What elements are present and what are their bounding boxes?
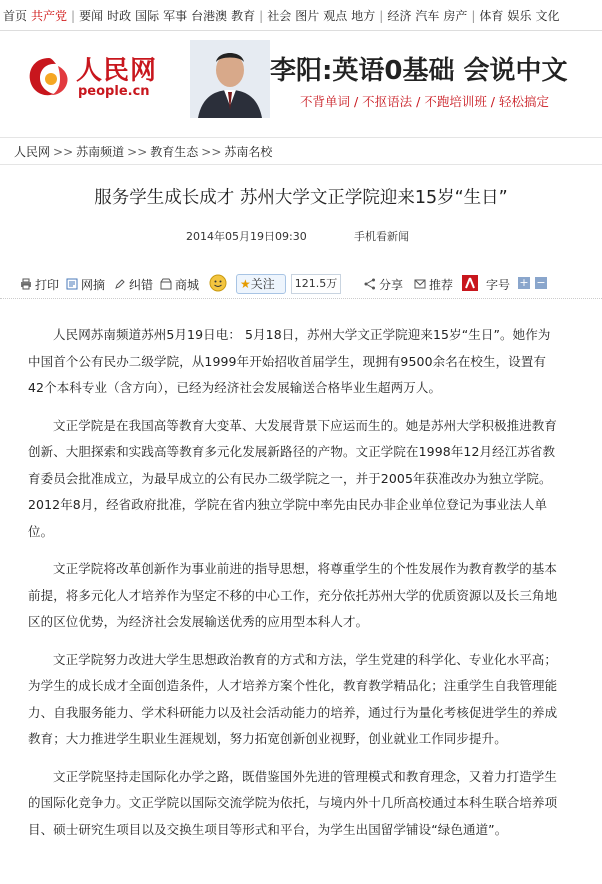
person-photo-icon [190, 40, 270, 118]
breadcrumb-link[interactable]: 人民网 [14, 145, 51, 159]
publish-datetime: 2014年05月19日09:30 [186, 230, 307, 243]
nav-item[interactable]: 文化 [535, 9, 560, 23]
nav-item[interactable]: 房产 [443, 9, 468, 23]
recommend-label: 推荐 [429, 278, 454, 292]
people-logo[interactable] [24, 52, 164, 102]
follow-count: 121.5万 [291, 274, 341, 294]
nav-item[interactable]: 经济 [387, 9, 412, 23]
nav-item[interactable]: 观点 [323, 9, 348, 23]
ad-banner[interactable] [190, 40, 602, 118]
printer-icon [20, 278, 32, 290]
font-size-label: 字号 [486, 278, 511, 292]
breadcrumb-separator: >> [127, 145, 148, 159]
nav-item[interactable]: 地方 [351, 9, 376, 23]
article-toolbar [0, 272, 602, 299]
nav-item[interactable]: 军事 [163, 9, 188, 23]
article-paragraph: 文正学院是在我国高等教育大变革、大发展背景下应运而生的。她是苏州大学积极推进教育创新、大胆探索和实践高等教育多元化发展新路径的产物。文正学院在1998年12月经江苏省教育委员会批准成立，为最早成立的公有民办二级学院之一，并于2005年获准改办为独立学院。2012年8月，经省政府批准，学院在省内独立学院中率先由民办非企业单位登记为事业法人单位。 [28, 417, 558, 539]
nav-item[interactable]: 时政 [107, 9, 132, 23]
netpick-button[interactable] [66, 276, 105, 293]
logo-emblem-icon [24, 54, 74, 100]
star-icon: ★ [240, 277, 251, 291]
nav-item[interactable]: 教育 [231, 9, 256, 23]
breadcrumb [0, 137, 602, 165]
edit-icon [114, 278, 126, 290]
share-icon [364, 278, 376, 290]
font-increase-button[interactable]: + [519, 276, 529, 289]
nav-item[interactable]: 汽车 [415, 9, 440, 23]
logo-text-en: people.cn [78, 84, 150, 99]
mall-label: 商城 [175, 278, 200, 292]
nav-separator: | [259, 9, 264, 23]
nav-item[interactable]: 国际 [135, 9, 160, 23]
recommend-button[interactable] [414, 276, 453, 293]
top-nav-list [3, 8, 563, 24]
correct-label: 纠错 [129, 278, 154, 292]
avatar-badge[interactable] [209, 274, 227, 295]
print-label: 打印 [35, 278, 60, 292]
logo-text-cn: 人民网 [76, 56, 158, 86]
nav-item[interactable]: 共产党 [31, 9, 68, 23]
mail-icon [414, 278, 426, 290]
nav-separator: | [379, 9, 384, 23]
nav-separator: | [71, 9, 76, 23]
article-body [28, 322, 562, 854]
top-nav [0, 0, 602, 31]
breadcrumb-separator: >> [53, 145, 74, 159]
netpick-label: 网摘 [81, 278, 106, 292]
ad-person-image [190, 40, 270, 118]
bookmark-icon [66, 278, 78, 290]
share-label: 分享 [379, 278, 404, 292]
breadcrumb-list [14, 143, 272, 160]
people-small-icon [462, 275, 478, 294]
nav-item[interactable]: 要闻 [79, 9, 104, 23]
breadcrumb-separator: >> [201, 145, 222, 159]
font-decrease-button[interactable]: − [536, 276, 546, 289]
follow-button[interactable] [236, 274, 286, 294]
ad-headline: 李阳:英语0基础 会说中文 [270, 56, 568, 86]
store-icon [160, 278, 172, 290]
print-button[interactable] [20, 276, 59, 293]
share-button[interactable] [364, 276, 403, 293]
breadcrumb-link[interactable]: 苏南名校 [224, 145, 273, 159]
article-paragraph: 文正学院坚持走国际化办学之路，既借鉴国外先进的管理模式和教育理念，又着力打造学生的国际化竞争力。文正学院以国际交流学院为依托，与境内外十几所高校通过本科生联合培养项目、硕士研究生项目以及交换生项目等形式和平台，为学生出国留学铺设“绿色通道”。 [28, 768, 558, 837]
smile-badge-icon [209, 274, 227, 292]
correct-button[interactable] [114, 276, 153, 293]
breadcrumb-link[interactable]: 苏南频道 [76, 145, 125, 159]
nav-item[interactable]: 图片 [295, 9, 320, 23]
breadcrumb-link[interactable]: 教育生态 [150, 145, 199, 159]
ad-tagline: 不背单词 / 不抠语法 / 不跑培训班 / 轻松搞定 [300, 94, 549, 109]
people-mark-icon [462, 275, 478, 291]
nav-item[interactable]: 台港澳 [191, 9, 228, 23]
article-title: 服务学生成长成才 苏州大学文正学院迎来15岁“生日” [94, 188, 508, 208]
nav-item[interactable]: 体育 [479, 9, 504, 23]
article-paragraph: 文正学院将改革创新作为事业前进的指导思想，将尊重学生的个性发展作为教育教学的基本前提，将多元化人才培养作为坚定不移的中心工作，充分依托苏州大学的优质资源以及长三角地区的区位优势，为经济社会发展输送优秀的应用型本科人才。 [28, 561, 558, 629]
article-paragraph: 人民网苏南频道苏州5月19日电： 5月18日，苏州大学文正学院迎来15岁“生日”。她作为中国首个公有民办二级学院，从1999年开始招收首届学生，现拥有9500余名在校生，设置有42个本科专业（含方向），已经为经济社会发展输送合格毕业生超两万人。 [28, 327, 551, 395]
article-paragraph: 文正学院努力改进大学生思想政治教育的方式和方法，学生党建的科学化、专业化水平高；为学生的成长成才全面创造条件，人才培养方案个性化，教育教学精品化；注重学生自我管理能力、自我服务能力、学术科研能力以及社会活动能力的培养，通过行为量化考核促进学生的养成教育；大力推进学生职业生涯规划，努力拓宽创新创业视野，创业就业工作同步提升。 [28, 651, 558, 746]
mobile-news-link[interactable]: 手机看新闻 [354, 230, 409, 243]
nav-item[interactable]: 娱乐 [507, 9, 532, 23]
mall-button[interactable] [160, 276, 199, 293]
follow-label: 关注 [250, 277, 275, 291]
nav-separator: | [471, 9, 476, 23]
nav-item[interactable]: 首页 [3, 9, 28, 23]
nav-item[interactable]: 社会 [267, 9, 292, 23]
